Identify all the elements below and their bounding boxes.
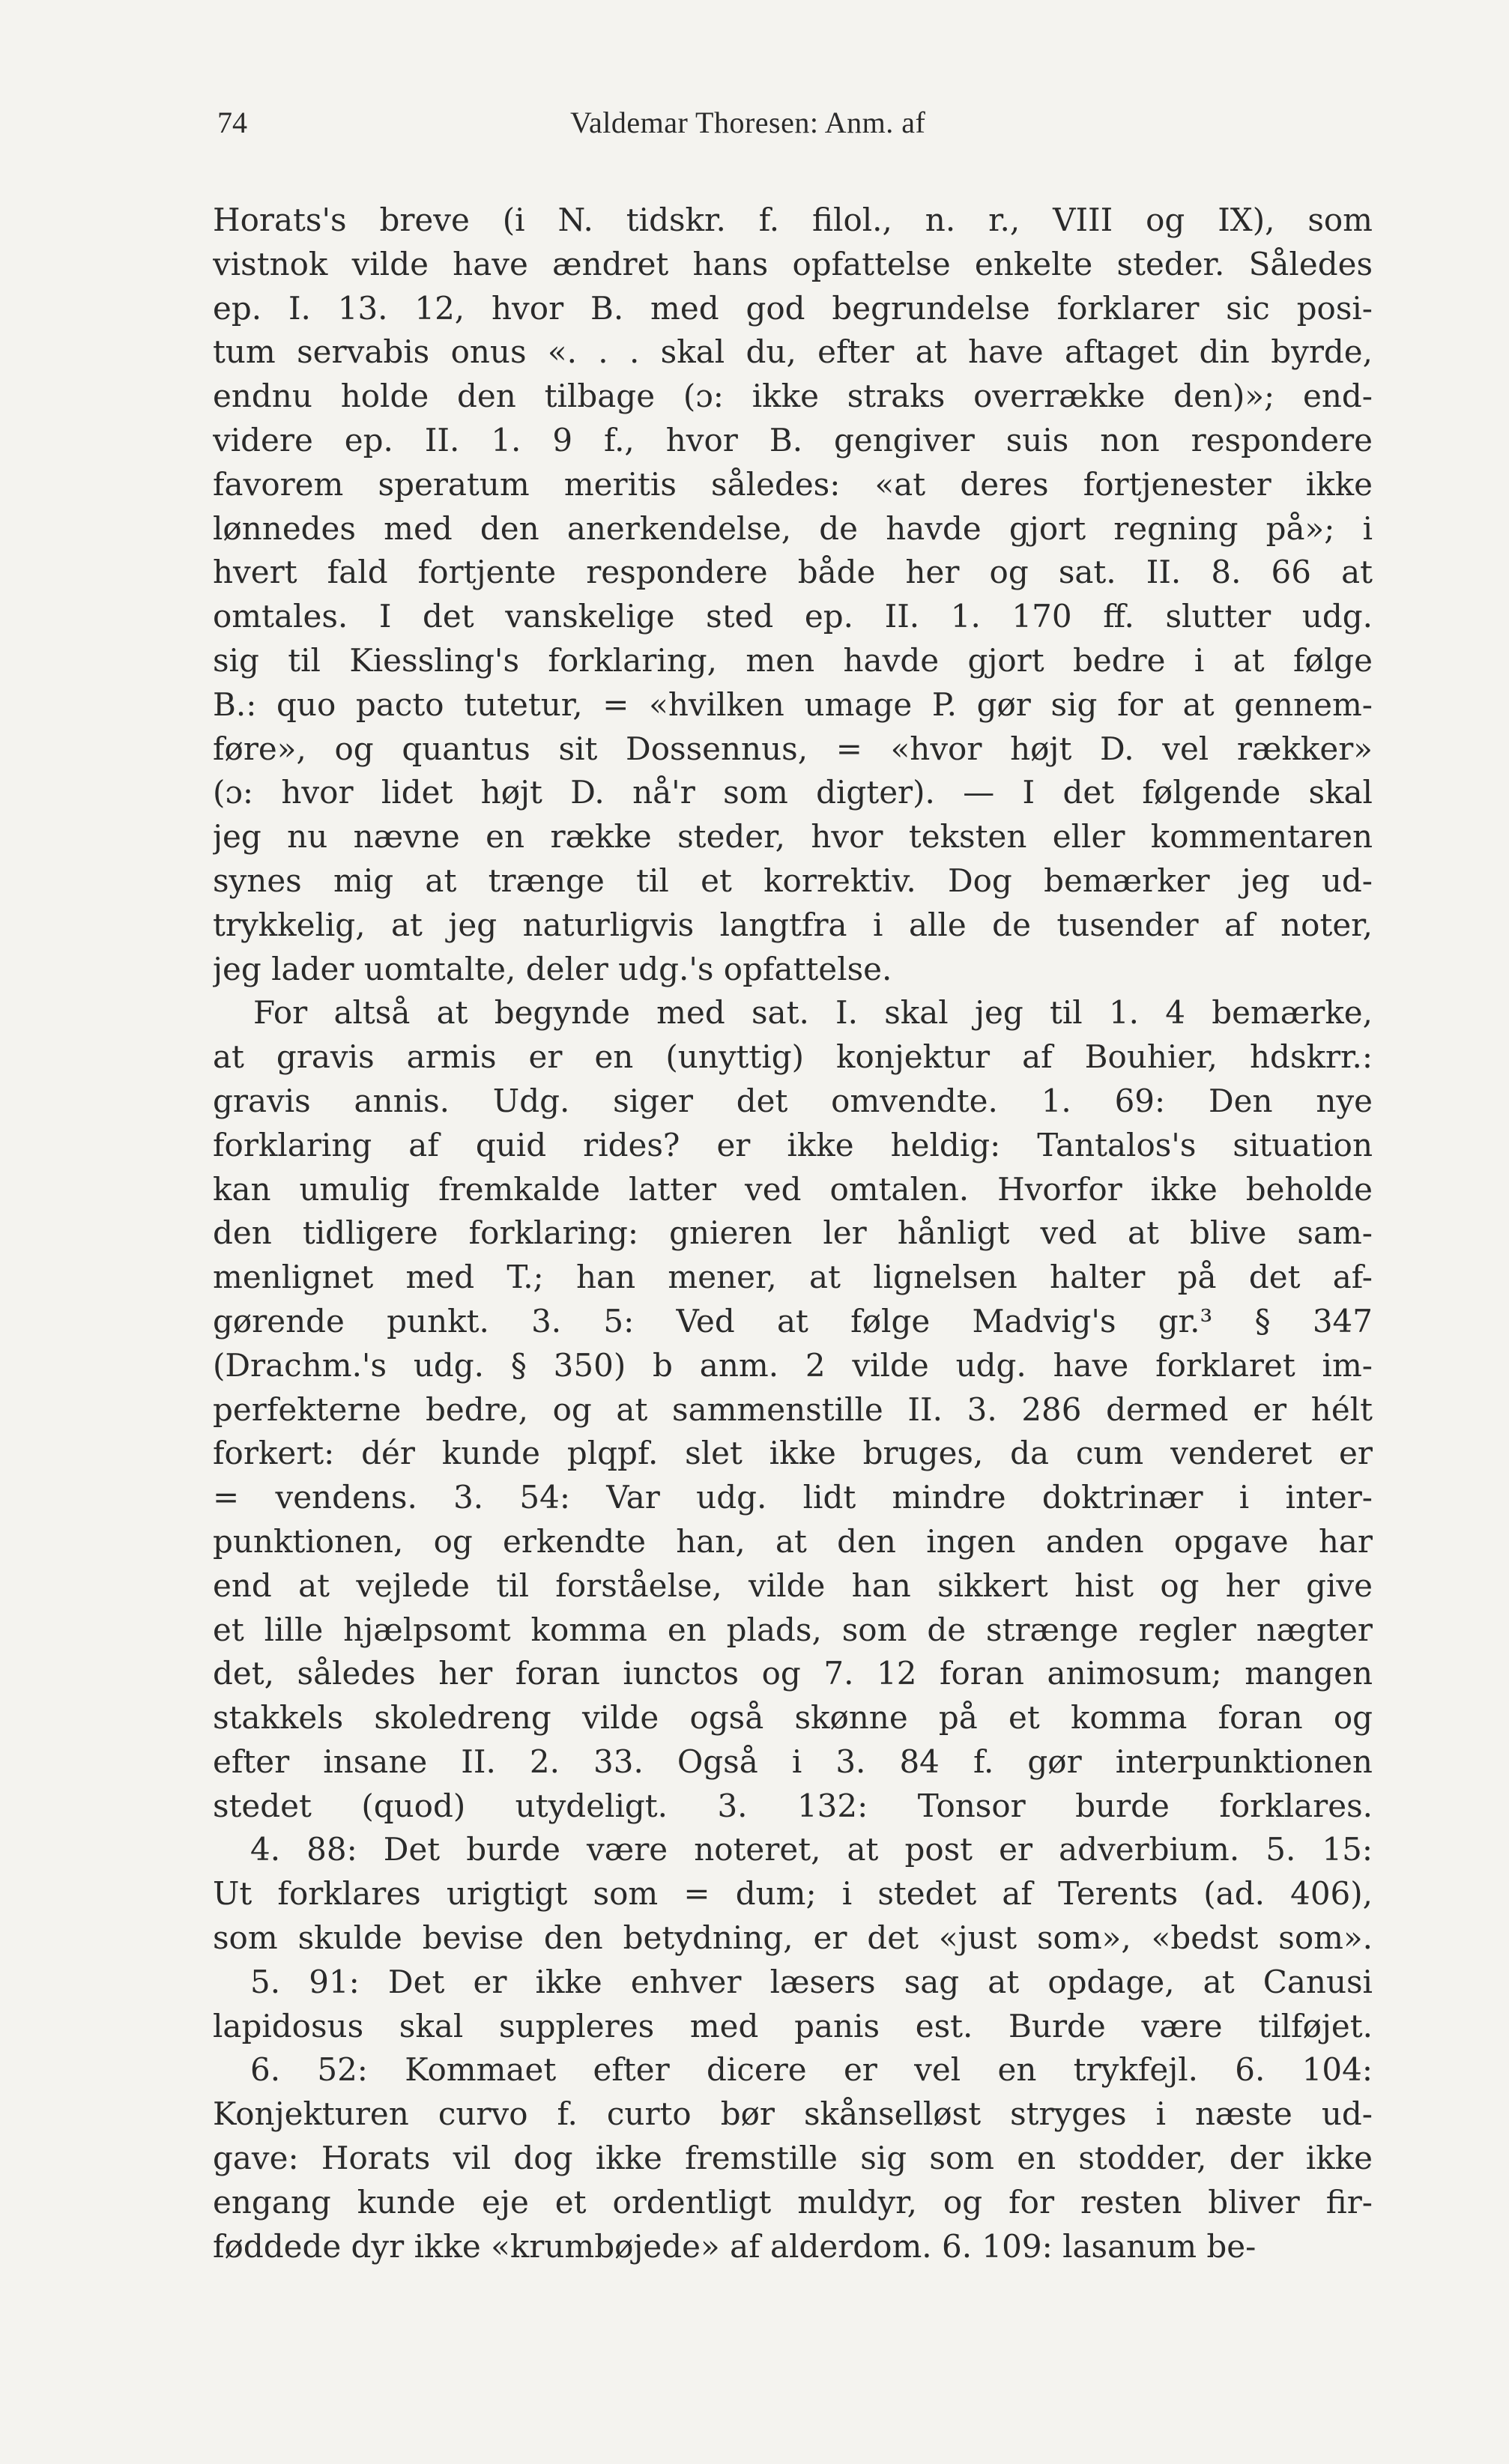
text-line: B.: quo pacto tutetur, = «hvilken umage P. gør sig for at gennem- (213, 685, 1373, 723)
text-line: end at vejlede til forståelse, vilde han sikkert hist og her give (213, 1567, 1373, 1604)
text-line: stakkels skoledreng vilde også skønne på et komma foran og (213, 1699, 1373, 1737)
text-line: vistnok vilde have ændret hans opfattelse enkelte steder. Således (213, 245, 1373, 282)
text-line: synes mig at trænge til et korrektiv. Dog bemærker jeg ud- (213, 862, 1373, 899)
body-text (213, 199, 1373, 2268)
text-line: at gravis armis er en (unyttig) konjektur af Bouhier, hdskrr.: (213, 1038, 1373, 1076)
text-line: som skulde bevise den betydning, er det «just som», «bedst som». (213, 1919, 1373, 1957)
text-line: gave: Horats vil dog ikke fremstille sig som en stodder, der ikke (213, 2140, 1373, 2177)
text-line: hvert fald fortjente respondere både her og sat. II. 8. 66 at (213, 554, 1373, 591)
text-line: efter insane II. 2. 33. Også i 3. 84 f. gør interpunktionen (213, 1743, 1373, 1780)
text-line: menlignet med T.; han mener, at lignelsen halter på det af- (213, 1259, 1373, 1296)
text-line: omtales. I det vanskelige sted ep. II. 1. 170 ff. slutter udg. (213, 598, 1373, 635)
text-line: 5. 91: Det er ikke enhver læsers sag at opdage, at Canusi (250, 1963, 1373, 2000)
text-line: perfekterne bedre, og at sammenstille II. 3. 286 dermed er hélt (213, 1390, 1373, 1428)
text-line: gravis annis. Udg. siger det omvendte. 1. 69: Den nye (213, 1082, 1373, 1119)
text-line: endnu holde den tilbage (ɔ: ikke straks overrække den)»; end- (213, 378, 1373, 415)
running-title: Valdemar Thoresen: Anm. af (570, 106, 926, 139)
text-line: For altså at begynde med sat. I. skal jeg til 1. 4 bemærke, (253, 994, 1373, 1032)
text-line: føddede dyr ikke «krumbøjede» af alderdom. 6. 109: lasanum be- (213, 2227, 1257, 2265)
text-line: tum servabis onus «. . . skal du, efter at have aftaget din byrde, (213, 333, 1373, 371)
text-line: gørende punkt. 3. 5: Ved at følge Madvig's gr.³ § 347 (213, 1302, 1373, 1340)
text-line: stedet (quod) utydeligt. 3. 132: Tonsor burde forklares. (213, 1787, 1373, 1824)
text-line: 6. 52: Kommaet efter dicere er vel en trykfejl. 6. 104: (250, 2051, 1373, 2089)
text-line: Horats's breve (i N. tidskr. f. filol., n. r., VIII og IX), som (213, 202, 1373, 238)
text-line: lapidosus skal suppleres med panis est. Burde være tilføjet. (213, 2007, 1373, 2044)
text-line: forkert: dér kunde plqpf. slet ikke bruges, da cum venderet er (213, 1435, 1373, 1472)
page-header (208, 105, 1377, 150)
text-line: punktionen, og erkendte han, at den ingen anden opgave har (213, 1522, 1373, 1560)
text-line: 4. 88: Det burde være noteret, at post er adverbium. 5. 15: (250, 1831, 1373, 1868)
text-line: (ɔ: hvor lidet højt D. nå'r som digter). — I det følgende skal (213, 774, 1373, 811)
text-line: Ut forklares urigtigt som = dum; i stedet af Terents (ad. 406), (213, 1875, 1373, 1913)
text-line: kan umulig fremkalde latter ved omtalen. Hvorfor ikke beholde (213, 1170, 1373, 1208)
text-line: favorem speratum meritis således: «at deres fortjenester ikke (213, 465, 1373, 503)
text-line: føre», og quantus sit Dossennus, = «hvor højt D. vel rækker» (213, 730, 1373, 767)
text-line: jeg lader uomtalte, deler udg.'s opfattelse. (213, 950, 892, 987)
text-line: den tidligere forklaring: gnieren ler hånligt ved at blive sam- (213, 1214, 1373, 1252)
text-line: forklaring af quid rides? er ikke heldig: Tantalos's situation (213, 1126, 1373, 1163)
text-line: lønnedes med den anerkendelse, de havde gjort regning på»; i (213, 509, 1373, 547)
text-line: (Drachm.'s udg. § 350) b anm. 2 vilde udg. have forklaret im- (213, 1346, 1373, 1384)
text-line: ep. I. 13. 12, hvor B. med god begrundelse forklarer sic posi- (213, 289, 1373, 327)
page-number: 74 (217, 106, 247, 139)
text-line: et lille hjælpsomt komma en plads, som de strænge regler nægter (213, 1611, 1373, 1648)
text-line: engang kunde eje et ordentligt muldyr, og for resten bliver fir- (213, 2183, 1373, 2221)
text-line: jeg nu nævne en række steder, hvor teksten eller kommentaren (213, 818, 1373, 856)
text-line: sig til Kiessling's forklaring, men havde gjort bedre i at følge (213, 641, 1373, 679)
text-line: det, således her foran iunctos og 7. 12 foran animosum; mangen (213, 1655, 1373, 1692)
text-line: videre ep. II. 1. 9 f., hvor B. gengiver suis non respondere (213, 421, 1373, 458)
text-line: = vendens. 3. 54: Var udg. lidt mindre doktrinær i inter- (213, 1479, 1373, 1516)
text-line: trykkelig, at jeg naturligvis langtfra i alle de tusender af noter, (213, 906, 1373, 943)
text-line: Konjekturen curvo f. curto bør skånselløst stryges i næste ud- (213, 2095, 1373, 2133)
